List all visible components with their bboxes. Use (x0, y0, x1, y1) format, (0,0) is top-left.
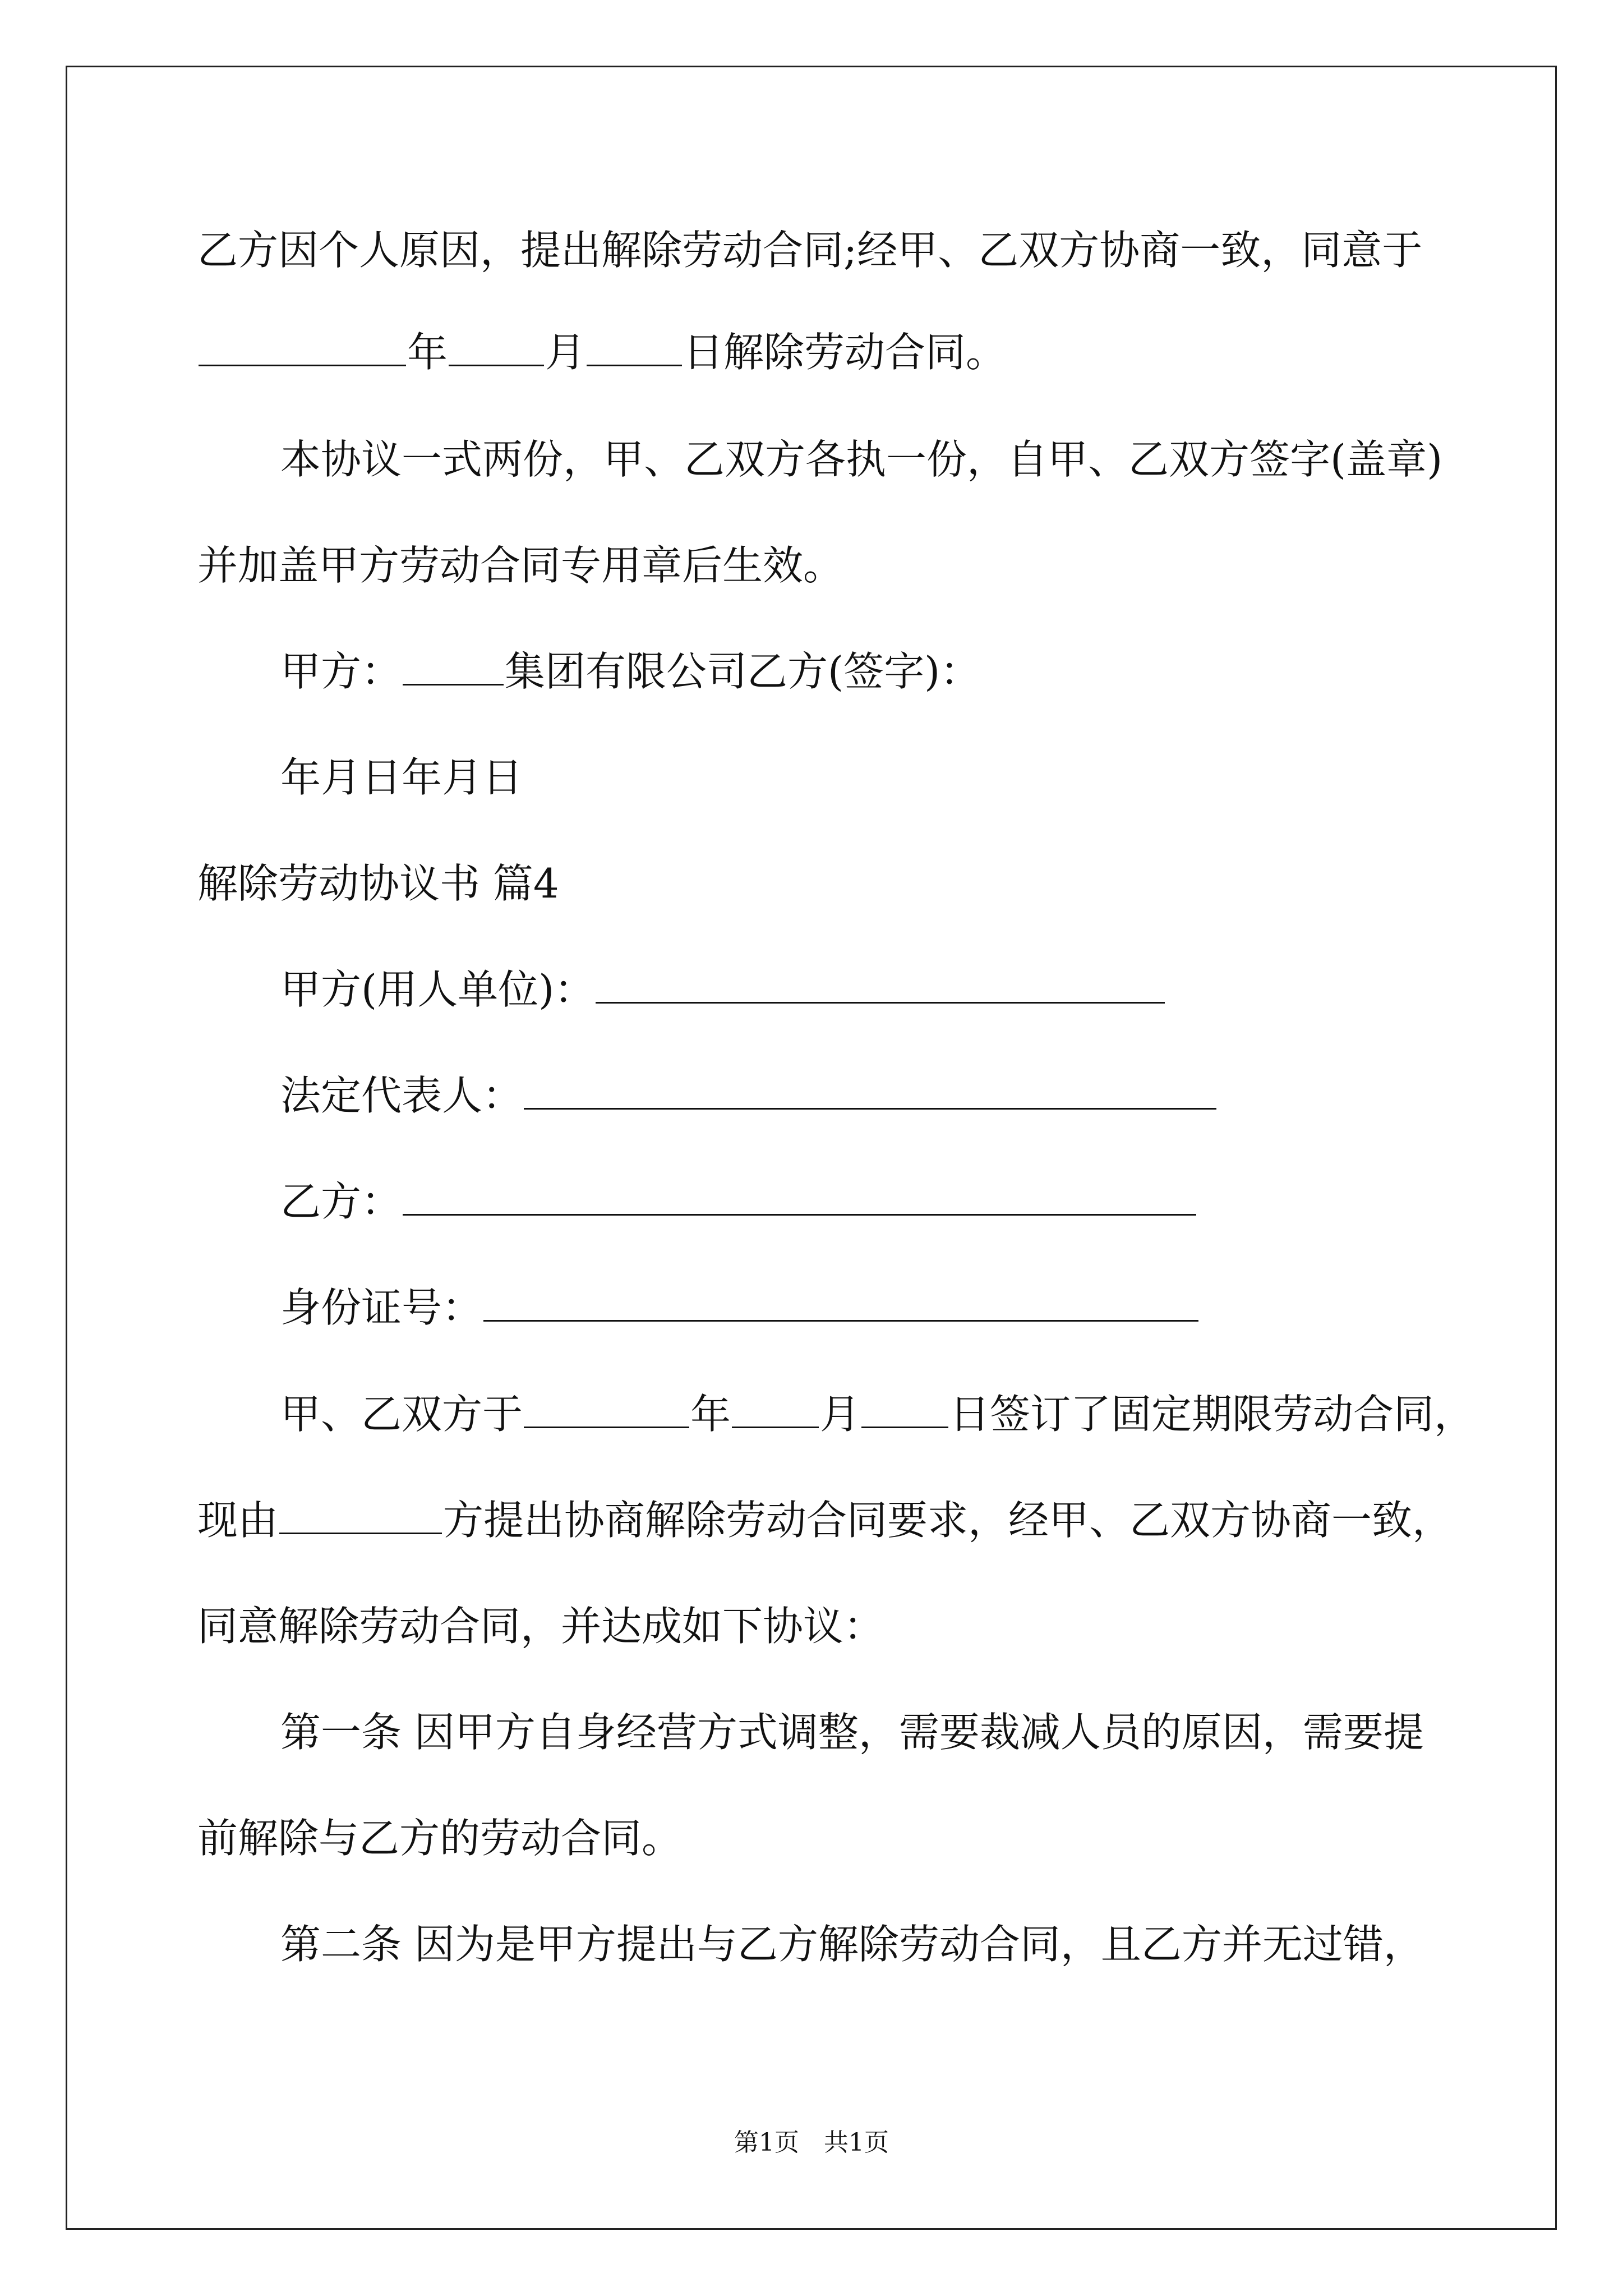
blank-field[interactable] (449, 330, 544, 366)
blank-field[interactable] (524, 1073, 1216, 1110)
field-id-number: 身份证号： (280, 1281, 1200, 1335)
page-border (66, 66, 1557, 2230)
paragraph-line: 并加盖甲方劳动合同专用章后生效。 (197, 542, 844, 589)
date-blank-line: 年 月 日解除劳动合同。 (197, 325, 1006, 379)
paragraph-line: 现由 方提出协商解除劳动合同要求，经甲、乙双方协商一致， (197, 1497, 1453, 1544)
page-footer: 第1页 共1页 (734, 2128, 889, 2157)
clause-2: 第二条 因为是甲方提出与乙方解除劳动合同，且乙方并无过错， (280, 1921, 1424, 1968)
blank-field[interactable] (403, 649, 504, 685)
clause-1: 第一条 因甲方自身经营方式调整，需要裁减人员的原因，需要提 (280, 1709, 1424, 1756)
date-line: 年月日年月日 (280, 754, 523, 801)
field-employer: 甲方(用人单位)： (280, 963, 1166, 1016)
blank-field[interactable] (587, 330, 682, 366)
field-party-b: 乙方： (280, 1175, 1197, 1228)
paragraph-line: 甲、乙双方于 年 月 日签订了固定期限劳动合同， (280, 1391, 1475, 1438)
section-heading: 解除劳动协议书 篇4 (197, 860, 559, 907)
blank-field[interactable] (403, 1179, 1196, 1216)
blank-field[interactable] (279, 1498, 442, 1534)
signature-line: 甲方： 集团有限公司乙方(签字)： (280, 648, 981, 695)
blank-field[interactable] (524, 1392, 689, 1428)
paragraph-line: 前解除与乙方的劳动合同。 (197, 1815, 683, 1862)
field-legal-representative: 法定代表人： (280, 1069, 1218, 1122)
blank-field[interactable] (596, 967, 1165, 1004)
paragraph-line: 乙方因个人原因，提出解除劳动合同;经甲、乙双方协商一致，同意于 (197, 227, 1423, 274)
blank-field[interactable] (483, 1285, 1198, 1322)
blank-field[interactable] (199, 330, 406, 366)
blank-field[interactable] (861, 1392, 948, 1428)
blank-field[interactable] (732, 1392, 819, 1428)
paragraph-line: 本协议一式两份，甲、乙双方各执一份，自甲、乙双方签字(盖章) (280, 436, 1443, 483)
paragraph-line: 同意解除劳动合同，并达成如下协议： (197, 1603, 884, 1650)
